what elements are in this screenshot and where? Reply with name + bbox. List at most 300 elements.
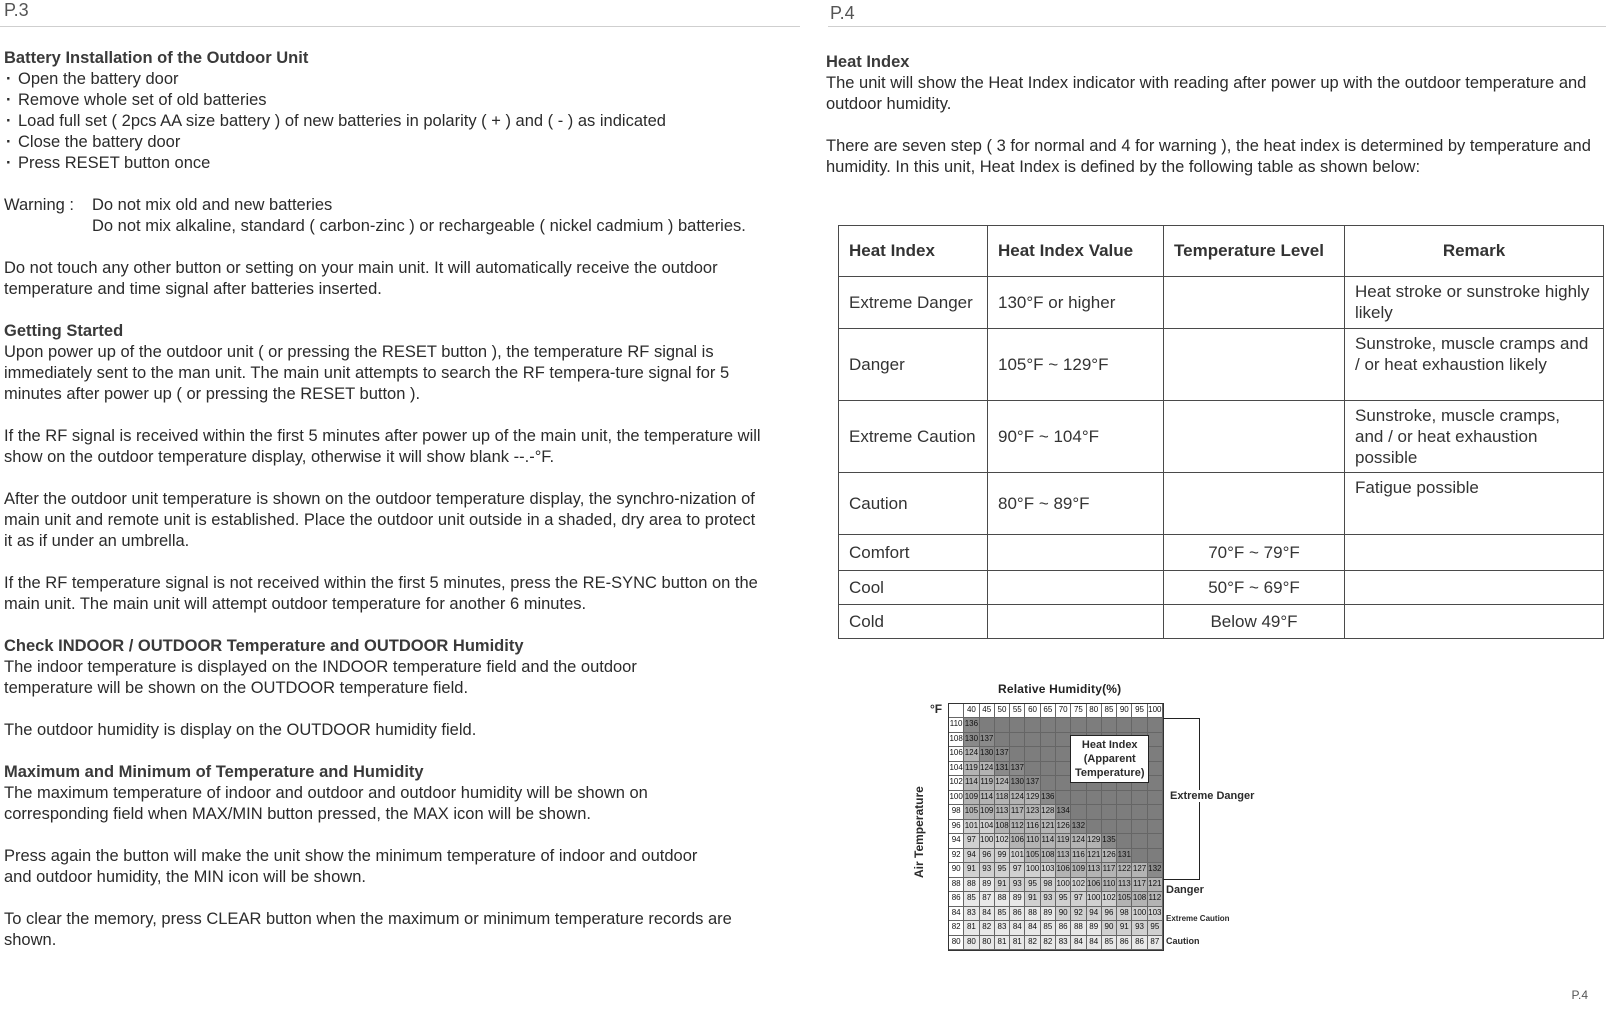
heat-index-value [1132, 849, 1147, 863]
table-cell: Sunstroke, muscle cramps and / or heat exhaustion likely [1345, 329, 1604, 401]
divider [0, 26, 800, 27]
heat-index-value [1041, 733, 1056, 747]
heat-index-value [1102, 820, 1117, 834]
heat-index-value [1102, 791, 1117, 805]
heat-index-value: 106 [1010, 834, 1025, 848]
heat-index-value [1010, 718, 1025, 732]
heat-index-value: 126 [1102, 849, 1117, 863]
heat-index-value: 83 [995, 921, 1010, 935]
table-header-row [839, 226, 1604, 277]
table-cell [1345, 571, 1604, 605]
heat-index-value: 113 [1087, 863, 1102, 877]
heat-index-value: 90 [1102, 921, 1117, 935]
heat-index-value [1148, 747, 1163, 761]
temperature-label: 80 [949, 936, 964, 950]
heat-index-value [1117, 834, 1132, 848]
battery-step: · Close the battery door [4, 132, 794, 153]
heat-index-value: 86 [1132, 936, 1147, 950]
heat-index-value: 91 [995, 878, 1010, 892]
temperature-label: 106 [949, 747, 964, 761]
table-cell [1345, 535, 1604, 571]
humidity-header: 40 [964, 704, 979, 718]
battery-step: · Press RESET button once [4, 153, 794, 174]
heat-index-value: 131 [1117, 849, 1132, 863]
table-cell: 105°F ~ 129°F [988, 329, 1164, 401]
heat-index-value: 85 [1102, 936, 1117, 950]
battery-title: Battery Installation of the Outdoor Unit [4, 49, 309, 67]
heat-index-value [1148, 834, 1163, 848]
heat-index-value: 100 [980, 834, 995, 848]
heat-index-value [1148, 805, 1163, 819]
paragraph: To clear the memory, press CLEAR button when the maximum or minimum temperature records are shown. [4, 910, 732, 949]
heat-index-value: 95 [995, 863, 1010, 877]
paragraph: The maximum temperature of indoor and outdoor and outdoor humidity will be shown on corresponding field when MAX/MIN button pressed, the MAX icon will be shown. [4, 784, 648, 823]
heat-index-value: 84 [1087, 936, 1102, 950]
heat-index-value: 96 [1102, 907, 1117, 921]
note-line: Heat Index [1081, 739, 1138, 751]
heat-index-value: 132 [1071, 820, 1086, 834]
temperature-label: 94 [949, 834, 964, 848]
table-row [839, 605, 1604, 639]
heat-index-value: 124 [995, 776, 1010, 790]
temperature-label: 104 [949, 762, 964, 776]
table-cell: Danger [839, 329, 988, 401]
heat-index-value: 117 [1102, 863, 1117, 877]
heat-index-value [1025, 747, 1040, 761]
zone-label-extreme-caution: Extreme Caution [1166, 914, 1230, 923]
heat-index-value: 97 [964, 834, 979, 848]
page-number-footer: P.4 [1571, 988, 1588, 1002]
heat-index-value: 109 [964, 791, 979, 805]
heat-index-value: 103 [1041, 863, 1056, 877]
heat-index-value: 130 [980, 747, 995, 761]
heat-index-value [1087, 791, 1102, 805]
table-cell [988, 535, 1164, 571]
heat-index-value: 114 [1041, 834, 1056, 848]
heat-index-value: 81 [964, 921, 979, 935]
chart-title: Relative Humidity(%) [998, 682, 1122, 696]
heat-index-value [1056, 747, 1071, 761]
heat-index-value: 84 [1025, 921, 1040, 935]
temperature-label: 110 [949, 718, 964, 732]
heat-index-value: 114 [980, 791, 995, 805]
heat-index-value: 86 [1117, 936, 1132, 950]
heat-index-value: 109 [1071, 863, 1086, 877]
heat-index-value: 89 [1041, 907, 1056, 921]
heat-index-value: 91 [1117, 921, 1132, 935]
heat-index-value [1056, 733, 1071, 747]
heat-index-value: 94 [964, 849, 979, 863]
heat-index-value: 109 [980, 805, 995, 819]
heat-index-value: 83 [964, 907, 979, 921]
heat-index-value: 86 [1010, 907, 1025, 921]
heat-index-value: 121 [1087, 849, 1102, 863]
heat-index-value: 102 [995, 834, 1010, 848]
heat-index-value [1010, 733, 1025, 747]
heat-index-value: 121 [1041, 820, 1056, 834]
humidity-header: 50 [995, 704, 1010, 718]
heat-index-value: 121 [1148, 878, 1163, 892]
page-number-right: P.4 [830, 3, 855, 23]
table-cell: Comfort [839, 535, 988, 571]
heat-index-value [1148, 849, 1163, 863]
table-cell: 130°F or higher [988, 277, 1164, 329]
heat-index-value: 108 [995, 820, 1010, 834]
heat-index-value: 132 [1148, 863, 1163, 877]
maxmin-title: Maximum and Minimum of Temperature and Humidity [4, 763, 424, 781]
heat-index-value [1148, 762, 1163, 776]
heat-index-value: 117 [1132, 878, 1147, 892]
humidity-header: 60 [1025, 704, 1040, 718]
heat-index-value [1148, 776, 1163, 790]
heat-index-value [980, 718, 995, 732]
heat-index-value: 101 [1010, 849, 1025, 863]
heat-index-value: 102 [1102, 892, 1117, 906]
heat-index-value: 126 [1056, 820, 1071, 834]
heat-index-value: 119 [1056, 834, 1071, 848]
table-row [839, 473, 1604, 535]
temperature-label: 98 [949, 805, 964, 819]
heat-index-value: 102 [1071, 878, 1086, 892]
heat-index-value [1071, 718, 1086, 732]
y-axis-label: Air Temperature [912, 786, 926, 878]
heat-index-value: 137 [995, 747, 1010, 761]
heat-index-value: 88 [995, 892, 1010, 906]
table-cell: 90°F ~ 104°F [988, 401, 1164, 473]
heat-index-value: 100 [1025, 863, 1040, 877]
heat-index-value [1117, 791, 1132, 805]
heat-index-value: 118 [995, 791, 1010, 805]
humidity-header: 55 [1010, 704, 1025, 718]
heat-index-value: 131 [995, 762, 1010, 776]
heat-index-value: 88 [964, 878, 979, 892]
heat-index-value: 134 [1056, 805, 1071, 819]
table-row [839, 329, 1604, 401]
paragraph: The outdoor humidity is display on the OUTDOOR humidity field. [4, 721, 477, 739]
heat-index-value: 100 [1132, 907, 1147, 921]
battery-step: · Remove whole set of old batteries [4, 90, 794, 111]
heat-index-value [995, 733, 1010, 747]
heat-index-value: 98 [1117, 907, 1132, 921]
heat-index-value [1087, 805, 1102, 819]
table-cell: Cold [839, 605, 988, 639]
table-header: Remark [1345, 226, 1604, 277]
temperature-label: 88 [949, 878, 964, 892]
table-cell: Extreme Caution [839, 401, 988, 473]
heat-index-value: 135 [1102, 834, 1117, 848]
heat-index-value: 80 [964, 936, 979, 950]
heat-index-value: 95 [1025, 878, 1040, 892]
humidity-header: 90 [1117, 704, 1132, 718]
divider [828, 26, 1606, 27]
heat-index-value: 130 [1010, 776, 1025, 790]
heat-index-value: 112 [1148, 892, 1163, 906]
warning-text: Do not mix alkaline, standard ( carbon-zinc ) or rechargeable ( nickel cadmium ) batteries. [92, 217, 746, 235]
heat-index-value: 82 [1025, 936, 1040, 950]
table-cell [988, 571, 1164, 605]
heat-index-value: 87 [1148, 936, 1163, 950]
paragraph: The indoor temperature is displayed on the INDOOR temperature field and the outdoor temperature will be shown on the OUTDOOR temperature field. [4, 658, 637, 697]
heat-index-value [1071, 791, 1086, 805]
heat-index-value: 82 [1041, 936, 1056, 950]
heat-index-table [838, 225, 1604, 639]
heat-index-value: 119 [980, 776, 995, 790]
right-column [826, 52, 1596, 178]
paragraph: There are seven step ( 3 for normal and 4 for warning ), the heat index is determined by temperature and humidity. In this unit, Heat Index is defined by the following table as shown below: [826, 137, 1591, 176]
heat-index-value: 85 [1041, 921, 1056, 935]
heat-index-value: 106 [1056, 863, 1071, 877]
heat-index-value [1117, 820, 1132, 834]
temperature-label: 82 [949, 921, 964, 935]
heat-index-value: 113 [1117, 878, 1132, 892]
heat-index-value: 119 [964, 762, 979, 776]
getting-started-title: Getting Started [4, 322, 124, 340]
heat-index-value: 104 [980, 820, 995, 834]
battery-step: · Open the battery door [4, 69, 794, 90]
humidity-header: 75 [1071, 704, 1086, 718]
heat-index-value: 103 [1148, 907, 1163, 921]
heat-index-value [1025, 733, 1040, 747]
heat-index-value: 95 [1148, 921, 1163, 935]
heat-index-value: 110 [1102, 878, 1117, 892]
heat-index-value [1102, 805, 1117, 819]
heat-index-value: 124 [1010, 791, 1025, 805]
heat-index-value: 89 [980, 878, 995, 892]
heat-index-value: 108 [1041, 849, 1056, 863]
heat-index-value: 123 [1025, 805, 1040, 819]
unit-label: °F [930, 702, 943, 716]
table-header: Heat Index [839, 226, 988, 277]
temperature-label: 90 [949, 863, 964, 877]
table-row [839, 277, 1604, 329]
left-column [4, 48, 794, 951]
heat-index-value: 137 [1010, 762, 1025, 776]
heat-index-value: 129 [1087, 834, 1102, 848]
temperature-label: 102 [949, 776, 964, 790]
heat-index-value [1025, 718, 1040, 732]
paragraph: If the RF temperature signal is not received within the first 5 minutes, press the RE-SYNC button on the main unit. The main unit will attempt outdoor temperature for another 6 minutes. [4, 574, 758, 613]
heat-index-value [1056, 762, 1071, 776]
chart-note [1070, 735, 1149, 783]
heat-index-value [1148, 820, 1163, 834]
table-header: Heat Index Value [988, 226, 1164, 277]
table-cell: Heat stroke or sunstroke highly likely [1345, 277, 1604, 329]
heat-index-value: 92 [1071, 907, 1086, 921]
battery-note: Do not touch any other button or setting on your main unit. It will automatically receive the outdoor temperature and time signal after batteries inserted. [4, 259, 718, 298]
page-number-left: P.3 [4, 0, 29, 20]
temperature-label: 86 [949, 892, 964, 906]
heat-index-value: 81 [1010, 936, 1025, 950]
heat-index-value [1087, 718, 1102, 732]
heat-index-value [1132, 791, 1147, 805]
heat-index-value: 93 [1041, 892, 1056, 906]
heat-index-title: Heat Index [826, 53, 910, 71]
heat-index-value: 90 [1056, 907, 1071, 921]
warning-block [4, 195, 794, 237]
heat-index-value: 112 [1010, 820, 1025, 834]
table-cell: Below 49°F [1164, 605, 1345, 639]
heat-index-value: 124 [980, 762, 995, 776]
heat-index-value [1148, 791, 1163, 805]
table-cell [1345, 605, 1604, 639]
heat-index-value: 89 [1010, 892, 1025, 906]
heat-index-value: 85 [995, 907, 1010, 921]
temperature-label: 96 [949, 820, 964, 834]
heat-index-value: 83 [1056, 936, 1071, 950]
paragraph: If the RF signal is received within the first 5 minutes after power up of the main unit, the temperature will show on the outdoor temperature display, otherwise it will show blank --.-°F. [4, 427, 761, 466]
heat-index-value: 129 [1025, 791, 1040, 805]
table-cell: Fatigue possible [1345, 473, 1604, 535]
heat-index-value [995, 718, 1010, 732]
heat-index-value [1025, 762, 1040, 776]
heat-index-value [1132, 834, 1147, 848]
heat-index-value: 114 [964, 776, 979, 790]
heat-index-value: 80 [980, 936, 995, 950]
heat-index-value: 130 [964, 733, 979, 747]
humidity-header: 100 [1148, 704, 1163, 718]
heat-index-value: 96 [980, 849, 995, 863]
heat-index-value [1010, 747, 1025, 761]
heat-index-value: 117 [1010, 805, 1025, 819]
heat-index-value: 105 [1025, 849, 1040, 863]
heat-index-value: 87 [980, 892, 995, 906]
heat-index-value: 84 [980, 907, 995, 921]
paragraph: After the outdoor unit temperature is shown on the outdoor temperature display, the synchro-nization of main unit and remote unit is established. Place the outdoor unit outside in a shaded, dry area to protect it as if under an umbrella. [4, 490, 756, 550]
table-cell [1164, 277, 1345, 329]
heat-index-value [1132, 805, 1147, 819]
heat-index-value: 136 [1041, 791, 1056, 805]
heat-index-value: 100 [1087, 892, 1102, 906]
heat-index-value: 137 [980, 733, 995, 747]
heat-index-value: 94 [1087, 907, 1102, 921]
table-row [839, 571, 1604, 605]
heat-index-value: 127 [1132, 863, 1147, 877]
table-row [839, 401, 1604, 473]
heat-index-value: 88 [1071, 921, 1086, 935]
heat-index-value: 85 [964, 892, 979, 906]
heat-index-value: 93 [980, 863, 995, 877]
humidity-header: 80 [1087, 704, 1102, 718]
warning-text: Do not mix old and new batteries [92, 196, 333, 214]
heat-index-value: 116 [1071, 849, 1086, 863]
heat-index-value: 82 [980, 921, 995, 935]
humidity-header: 45 [980, 704, 995, 718]
table-cell: 70°F ~ 79°F [1164, 535, 1345, 571]
heat-index-value [1056, 776, 1071, 790]
table-cell: Sunstroke, muscle cramps, and / or heat exhaustion possible [1345, 401, 1604, 473]
table-cell: 50°F ~ 69°F [1164, 571, 1345, 605]
zone-label-caution: Caution [1166, 936, 1200, 946]
heat-index-value [1041, 718, 1056, 732]
table-cell: Cool [839, 571, 988, 605]
table-cell: Caution [839, 473, 988, 535]
heat-index-value: 113 [1056, 849, 1071, 863]
table-cell [988, 605, 1164, 639]
heat-index-value [1056, 791, 1071, 805]
heat-index-value: 97 [1071, 892, 1086, 906]
heat-index-value: 106 [1087, 878, 1102, 892]
heat-index-value: 100 [1056, 878, 1071, 892]
heat-index-value [1056, 718, 1071, 732]
table-row [839, 535, 1604, 571]
heat-index-value: 97 [1010, 863, 1025, 877]
heat-index-value: 88 [1025, 907, 1040, 921]
battery-step: · Load full set ( 2pcs AA size battery ) of new batteries in polarity ( + ) and ( - ) as indicated [4, 111, 794, 132]
check-title: Check INDOOR / OUTDOOR Temperature and OUTDOOR Humidity [4, 637, 524, 655]
heat-index-value [1148, 718, 1163, 732]
grid-corner [949, 704, 964, 718]
paragraph: The unit will show the Heat Index indicator with reading after power up with the outdoor temperature and outdoor humidity. [826, 74, 1587, 113]
heat-index-value: 81 [995, 936, 1010, 950]
table-cell [1164, 473, 1345, 535]
heat-index-value [1148, 733, 1163, 747]
heat-index-value: 137 [1025, 776, 1040, 790]
humidity-header: 85 [1102, 704, 1117, 718]
humidity-header: 70 [1056, 704, 1071, 718]
heat-index-value: 91 [964, 863, 979, 877]
heat-index-value: 124 [964, 747, 979, 761]
paragraph: Upon power up of the outdoor unit ( or pressing the RESET button ), the temperature RF signal is immediately sent to the man unit. The main unit attempts to search the RF tempera-ture signal for 5 minutes after power up ( or pressing the RESET button ). [4, 343, 730, 403]
heat-index-value: 84 [1010, 921, 1025, 935]
heat-index-value: 128 [1041, 805, 1056, 819]
note-line: (Apparent [1083, 753, 1136, 765]
heat-index-value: 98 [1041, 878, 1056, 892]
heat-index-value [1087, 820, 1102, 834]
temperature-label: 92 [949, 849, 964, 863]
temperature-label: 84 [949, 907, 964, 921]
heat-index-value [1071, 805, 1086, 819]
heat-index-value: 105 [964, 805, 979, 819]
heat-index-value [1132, 718, 1147, 732]
heat-index-value: 110 [1025, 834, 1040, 848]
heat-index-value: 122 [1117, 863, 1132, 877]
heat-index-value: 101 [964, 820, 979, 834]
heat-index-value: 124 [1071, 834, 1086, 848]
temperature-label: 100 [949, 791, 964, 805]
table-cell [1164, 401, 1345, 473]
heat-index-value: 113 [995, 805, 1010, 819]
heat-index-value: 108 [1132, 892, 1147, 906]
heat-index-value: 136 [964, 718, 979, 732]
table-cell: 80°F ~ 89°F [988, 473, 1164, 535]
heat-index-value [1041, 762, 1056, 776]
heat-index-value: 105 [1117, 892, 1132, 906]
paragraph: Press again the button will make the unit show the minimum temperature of indoor and outdoor and outdoor humidity, the MIN icon will be shown. [4, 847, 698, 886]
humidity-header: 95 [1132, 704, 1147, 718]
zone-label-danger: Danger [1166, 884, 1204, 896]
heat-index-value [1117, 805, 1132, 819]
heat-index-value: 86 [1056, 921, 1071, 935]
heat-index-value [1132, 820, 1147, 834]
heat-index-value: 91 [1025, 892, 1040, 906]
heat-index-value [1102, 718, 1117, 732]
zone-label-extreme-danger: Extreme Danger [1170, 790, 1255, 802]
humidity-header: 65 [1041, 704, 1056, 718]
heat-index-value [1041, 747, 1056, 761]
table-cell: Extreme Danger [839, 277, 988, 329]
table-header: Temperature Level [1164, 226, 1345, 277]
heat-index-value: 93 [1010, 878, 1025, 892]
heat-index-value: 95 [1056, 892, 1071, 906]
heat-index-value: 116 [1025, 820, 1040, 834]
heat-index-value [1041, 776, 1056, 790]
note-line: Temperature) [1075, 767, 1145, 779]
heat-index-value: 93 [1132, 921, 1147, 935]
heat-index-value: 99 [995, 849, 1010, 863]
table-cell [1164, 329, 1345, 401]
warning-label: Warning : [4, 196, 74, 214]
temperature-label: 108 [949, 733, 964, 747]
